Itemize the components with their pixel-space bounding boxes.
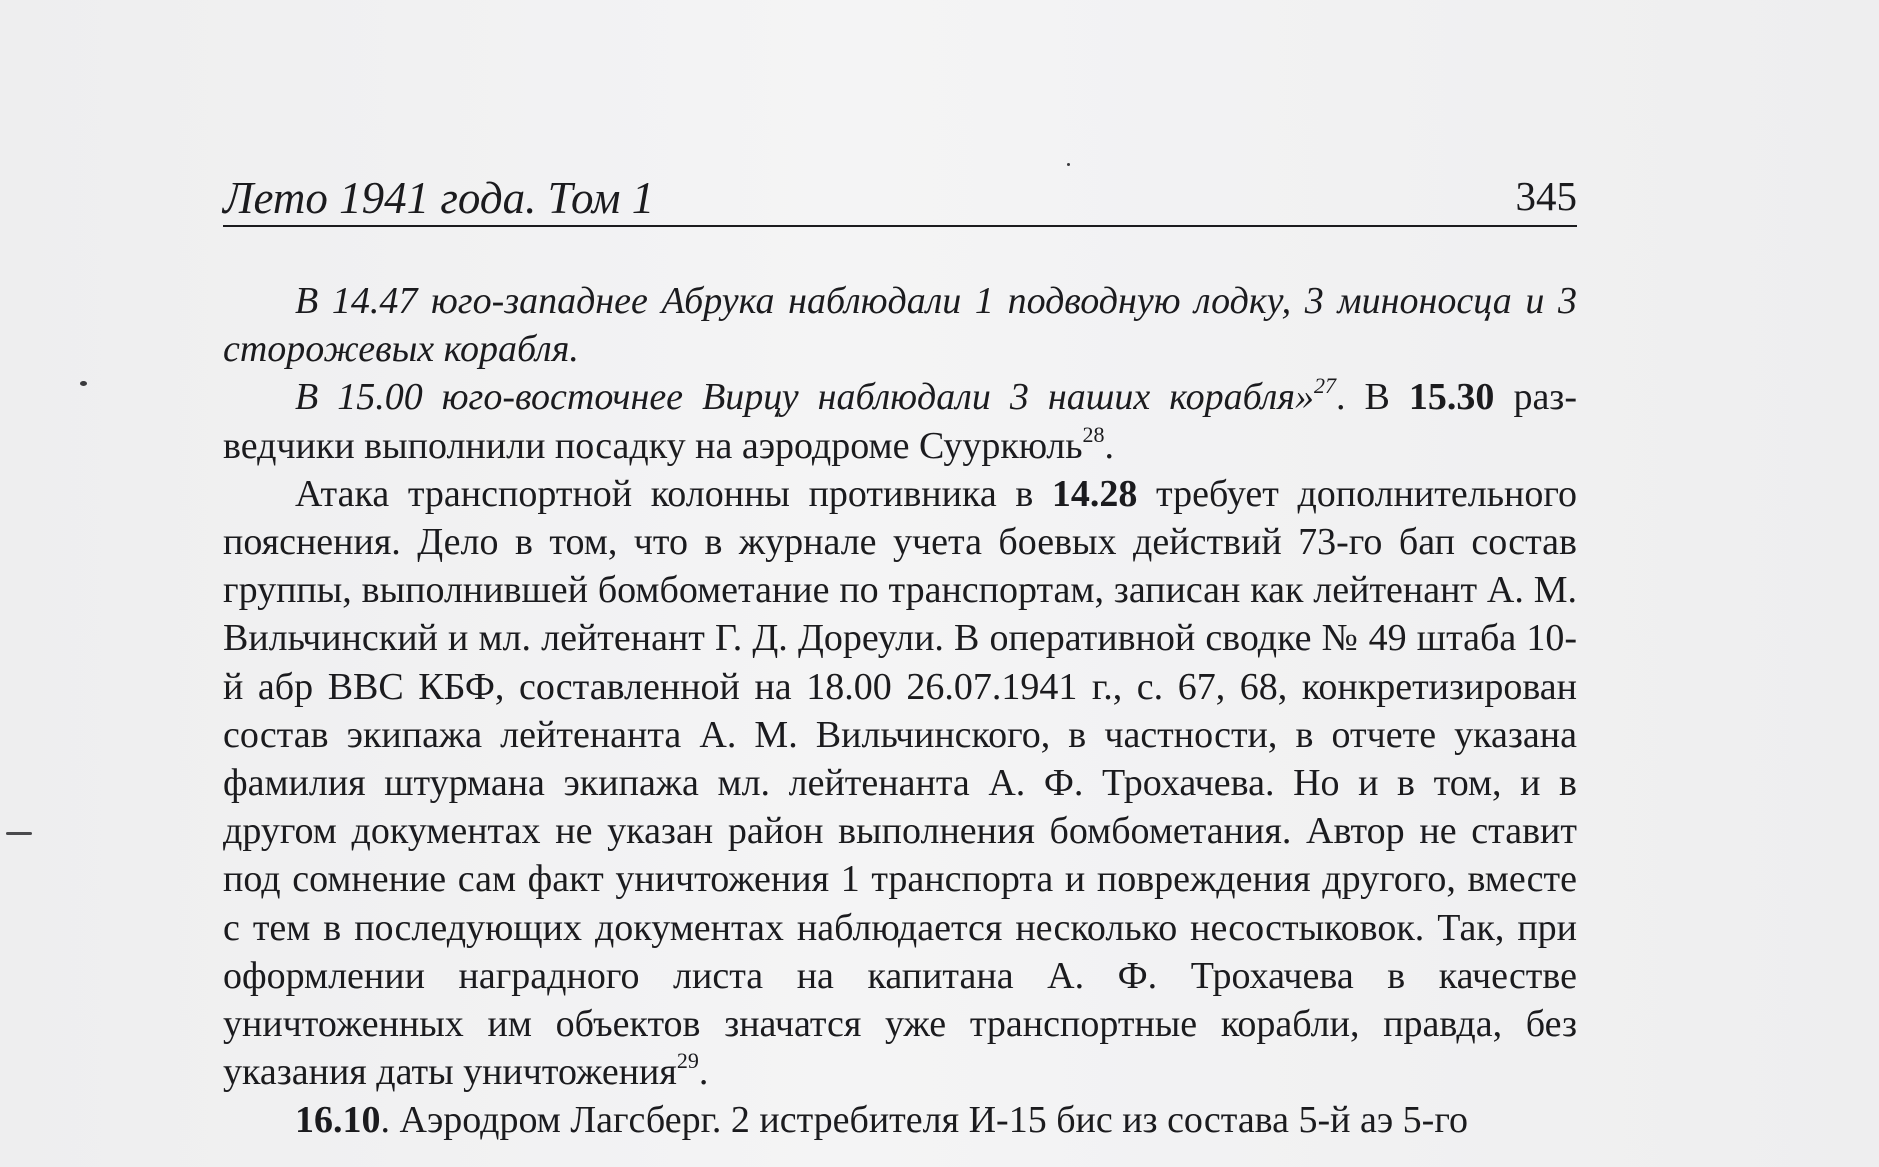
- paragraph: [223, 373, 1577, 469]
- header-rule: [223, 225, 1577, 227]
- main-text: [223, 277, 1577, 1145]
- paragraph-text: Атака транспортной колонны противника в: [295, 472, 1052, 515]
- paragraph-text: .: [698, 1051, 709, 1094]
- paragraph-text: . Аэродром Лагсберг. 2 истребителя И-15 бис из состава 5-й аэ 5-го: [380, 1099, 1468, 1142]
- paragraph-text: .: [1104, 424, 1115, 467]
- time-mark: 16.10: [295, 1099, 381, 1142]
- page-header: [223, 170, 1577, 230]
- footnote-ref[interactable]: 28: [1082, 421, 1105, 447]
- footnote-ref[interactable]: 29: [676, 1048, 699, 1074]
- paragraph-text: . В: [1336, 376, 1409, 419]
- paragraph: [223, 1096, 1577, 1144]
- page-number: 345: [1515, 173, 1577, 219]
- time-mark: 14.28: [1051, 472, 1138, 515]
- footnote-ref[interactable]: 27: [1314, 373, 1337, 399]
- running-title: Лето 1941 года. Том 1: [223, 173, 655, 223]
- time-mark: 15.30: [1408, 376, 1495, 419]
- quote-text: В 14.47 юго-западнее Абрука наблюдали 1 подводную лодку, 3 миноносца и 3 сторожевых корабля.: [223, 280, 1577, 371]
- paragraph-text: требует дополнительного пояснения. Дело в том, что в журнале учета боевых действий 73-го бап состав группы, выполнившей бомбометание по транспортам, записан как лейтенант А. М. Вильчинский и мл. лейтенант Г. Д. Дореули. В оперативной сводке № 49 штаба 10-й абр ВВС КБФ, составленной на 18.00 26.07.1941 г., с. 67, 68, конкретизирован состав экипажа лейтенанта А. М. Вильчинского, в частности, в отчете указана фамилия штурмана экипажа мл. лейтенанта А. Ф. Трохачева. Но и в том, и в другом документах не указан район выполнения бомбометания. Автор не ставит под сомнение сам факт уничтожения 1 транспорта и повреждения другого, вместе с тем в последующих документах наблюдается несколько несостыковок. Так, при оформлении наградного листа на капитана А. Ф. Трохачева в качестве уничтоженных им объектов значатся уже транспортные корабли, правда, без указания даты уничтожения: [223, 472, 1577, 1094]
- margin-mark: [6, 832, 32, 835]
- paragraph: [223, 470, 1577, 1097]
- ink-speck: [1067, 163, 1070, 166]
- paragraph-text: разведчики выполнили посадку на аэродроме Сууркюль: [223, 376, 1577, 467]
- quote-paragraph: [223, 277, 1577, 373]
- ink-speck: [80, 381, 87, 386]
- quote-text: В 15.00 юго-восточнее Вирцу наблюдали 3 наших корабля»: [295, 376, 1315, 419]
